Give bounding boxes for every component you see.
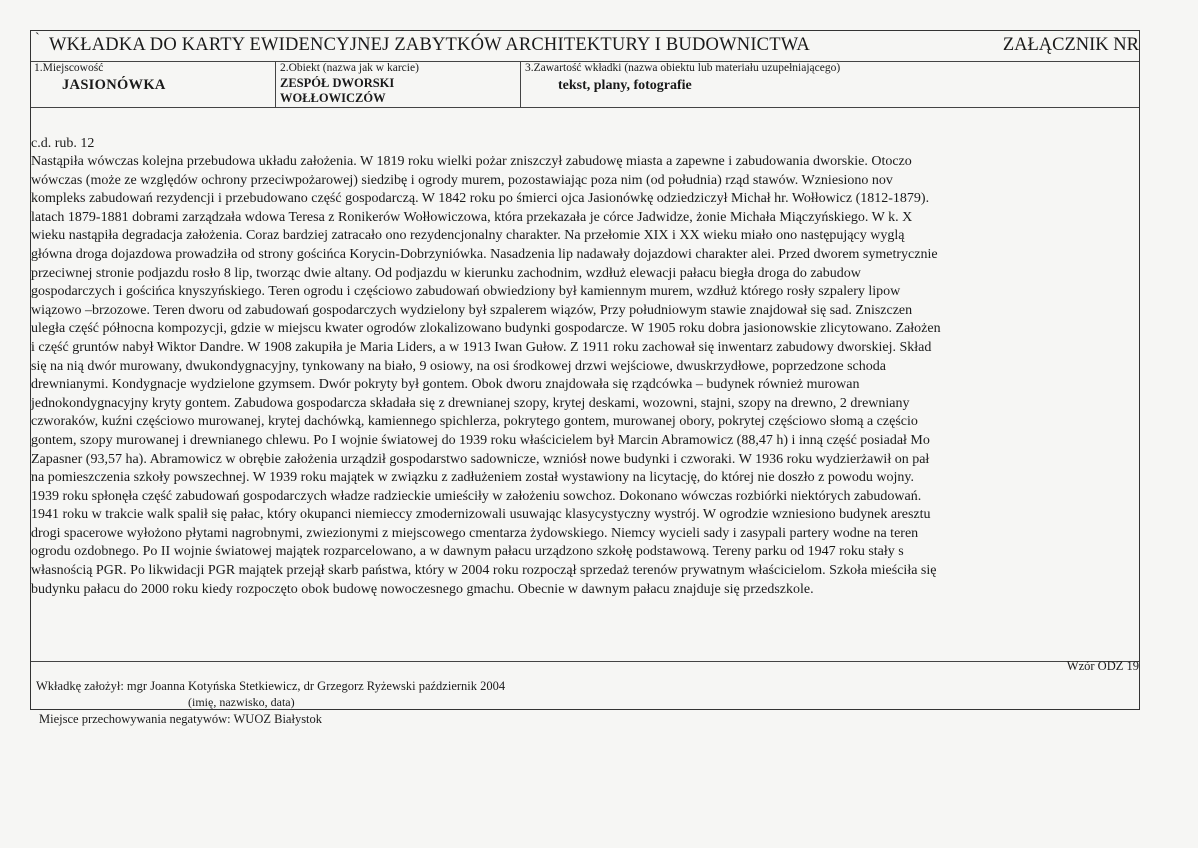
body-line: drewnianymi. Kondygnacje wydzielone gzymsem. Dwór pokryty był gontem. Obok dworu znajdowała się rządcówka – budynek również murowan xyxy=(31,377,860,393)
body-line: wówczas (może ze względów ochrony przeciwpożarowej) siedzibę i ogrody murem, pozostawiając poza nim (od południa) rząd stawów. Wzniesiono nov xyxy=(31,172,893,188)
created-by-note: (imię, nazwisko, data) xyxy=(188,695,295,709)
rubric-label: c.d. rub. 12 xyxy=(31,136,95,151)
body-paragraph xyxy=(31,153,1141,599)
negative-storage: Miejsce przechowywania negatywów: WUOZ Białystok xyxy=(39,712,323,726)
locality-cell xyxy=(31,61,276,107)
corner-mark: ` xyxy=(35,31,40,46)
body-text xyxy=(31,135,1141,655)
header-bar xyxy=(31,31,1139,62)
content-cell xyxy=(521,61,1141,107)
attachment-number: ZAŁĄCZNIK NR xyxy=(1002,35,1139,55)
body-line: gospodarczych i gościńca knyszyńskiego. Teren ogrodu i częściowo zabudowań obwiedziony był kamiennym murem, wzdłuż którego rosły szpalery lipow xyxy=(31,284,901,300)
body-line: czworaków, kuźni częściowo murowanej, krytej dachówką, kamiennego spichlerza, pokrytego gontem, murowanej obory, pokrytej częściowo słomą a częścio xyxy=(31,414,918,430)
body-line: kompleks zabudowań rezydencji i przebudowano część gospodarczą. W 1842 roku po śmierci ojca Jasionówkę odziedziczył Michał hr. Wołłowicz (1812-1879). xyxy=(31,191,930,207)
body-line: Nastąpiła wówczas kolejna przebudowa układu założenia. W 1819 roku wielki pożar zniszczył zabudowę miasta a zapewne i zabudowania dworskie. Otoczo xyxy=(31,154,912,169)
body-line: ogrodu ozdobnego. Po II wojnie światowej majątek rozparcelowano, a w dawnym pałacu urządzono szkołę podstawową. Tereny parku od 1947 roku stały s xyxy=(31,544,904,560)
object-value xyxy=(280,76,440,106)
body-line: 1941 roku w trakcie walk spalił się pałac, który okupanci niemieccy zmodernizowali usuwając klasycystyczny wystrój. W ogrodzie wzniesiono budynek aresztu xyxy=(31,507,931,523)
body-line: latach 1879-1881 dobrami zarządzała wdowa Teresa z Ronikerów Wołłowiczowa, która przekazała je córce Jadwidze, żonie Michała Miączyńskiego. W k. X xyxy=(31,209,913,225)
body-line: Zapasner (93,57 ha). Abramowicz w obrębie założenia urządził gospodarstwo sadownicze, wzniósł nowe budynki i czworaki. W 1936 roku wydzierżawił on pał xyxy=(31,451,930,467)
body-line: główna droga dojazdowa prowadziła od strony gościńca Korycin-Dobrzyniówka. Nasadzenia lip nadawały dojazdowi charakter alei. Przed dworem symetrycznie xyxy=(31,246,938,262)
created-by: Wkładkę założył: mgr Joanna Kotyńska Stetkiewicz, dr Grzegorz Ryżewski październik 2004 xyxy=(36,679,506,693)
object-value-line2: WOŁŁOWICZÓW xyxy=(280,91,386,105)
content-value: tekst, plany, fotografie xyxy=(558,78,692,93)
form-code: Wzór ODZ 19 xyxy=(1066,659,1139,673)
form-frame xyxy=(30,30,1140,710)
body-line: budynku pałacu do 2000 roku kiedy rozpoczęto obok budowę nowoczesnego gmachu. Obecnie w dawnym pałacu znajduje się przedszkole. xyxy=(31,581,814,597)
body-line: i część gruntów nabył Wiktor Dandre. W 1908 zakupiła je Maria Liders, a w 1913 Iwan Gułow. Z 1911 roku zachował się inwentarz zabudowy dworskiej. Skład xyxy=(31,339,932,355)
body-line: jednokondygnacyjny kryty gontem. Zabudowa gospodarcza składała się z drewnianej szopy, krytej deskami, wozowni, stajni, szopy na drewno, 2 drewniany xyxy=(31,395,910,411)
body-line: na pomieszczenia szkoły powszechnej. W 1939 roku majątek w związku z zadłużeniem został wystawiony na licytację, do której nie doszło z powodu wojny. xyxy=(31,470,915,486)
body-line: 1939 roku spłonęła część zabudowań gospodarczych władze radzieckie umieściły w założeniu sowchoz. Dokonano wówczas rozbiórki niektórych zabudowań. xyxy=(31,488,922,504)
object-value-line1: ZESPÓŁ DWORSKI xyxy=(280,76,395,90)
object-cell xyxy=(276,61,521,107)
footer-divider xyxy=(31,661,1139,662)
body-line: się na nią dwór murowany, dwukondygnacyjny, tynkowany na biało, 9 osiowy, na osi środkowej drzwi wejściowe, dwuskrzydłowe, poprzedzone schoda xyxy=(31,358,886,374)
document-title: WKŁADKA DO KARTY EWIDENCYJNEJ ZABYTKÓW ARCHITEKTURY I BUDOWNICTWA xyxy=(49,35,810,55)
body-line: przeciwnej stronie podjazdu rosło 8 lip, tworząc dwie altany. Od podjazdu w kierunku zachodnim, wzdłuż elewacji pałacu biegła droga do zabudow xyxy=(31,265,861,281)
content-label: 3.Zawartość wkładki (nazwa obiektu lub materiału uzupełniającego) xyxy=(525,62,841,74)
object-label: 2.Obiekt (nazwa jak w karcie) xyxy=(280,62,419,74)
locality-value: JASIONÓWKA xyxy=(62,77,166,93)
locality-label: 1.Miejscowość xyxy=(34,62,104,74)
body-line: drogi spacerowe wyłożono płytami nagrobnymi, zwiezionymi z miejscowego cmentarza żydowskiego. Niemcy wycieli sady i zasypali partery wodne na teren xyxy=(31,525,919,541)
body-line: uległa część północna kompozycji, gdzie w miejscu kwater ogrodów zlokalizowano budynki gospodarcze. W 1905 roku dobra jasionowskie zlicytowano. Założen xyxy=(31,321,941,337)
body-line: wieku nastąpiła degradacja założenia. Coraz bardziej zatracało ono rezydencjonalny charakter. Na przełomie XIX i XX wieku miało ono następujący wyglą xyxy=(31,228,905,244)
body-line: wiązowo –brzozowe. Teren dworu od zabudowań gospodarczych wydzielony był szpalerem wiązów, Przy południowym stawie znajdował się sad. Zniszczen xyxy=(31,302,913,318)
body-line: gontem, szopy murowanej i drewnianego chlewu. Po I wojnie światowej do 1939 roku właścicielem był Marcin Abramowicz (88,47 h) i inną część posiadał Mo xyxy=(31,432,930,448)
body-line: własnością PGR. Po likwidacji PGR majątek przejął skarb państwa, który w 2004 roku rozpoczął sprzedaż terenów prywatnym właścicielom. Szkoła mieściła się xyxy=(31,563,937,579)
header-divider xyxy=(31,107,1139,108)
